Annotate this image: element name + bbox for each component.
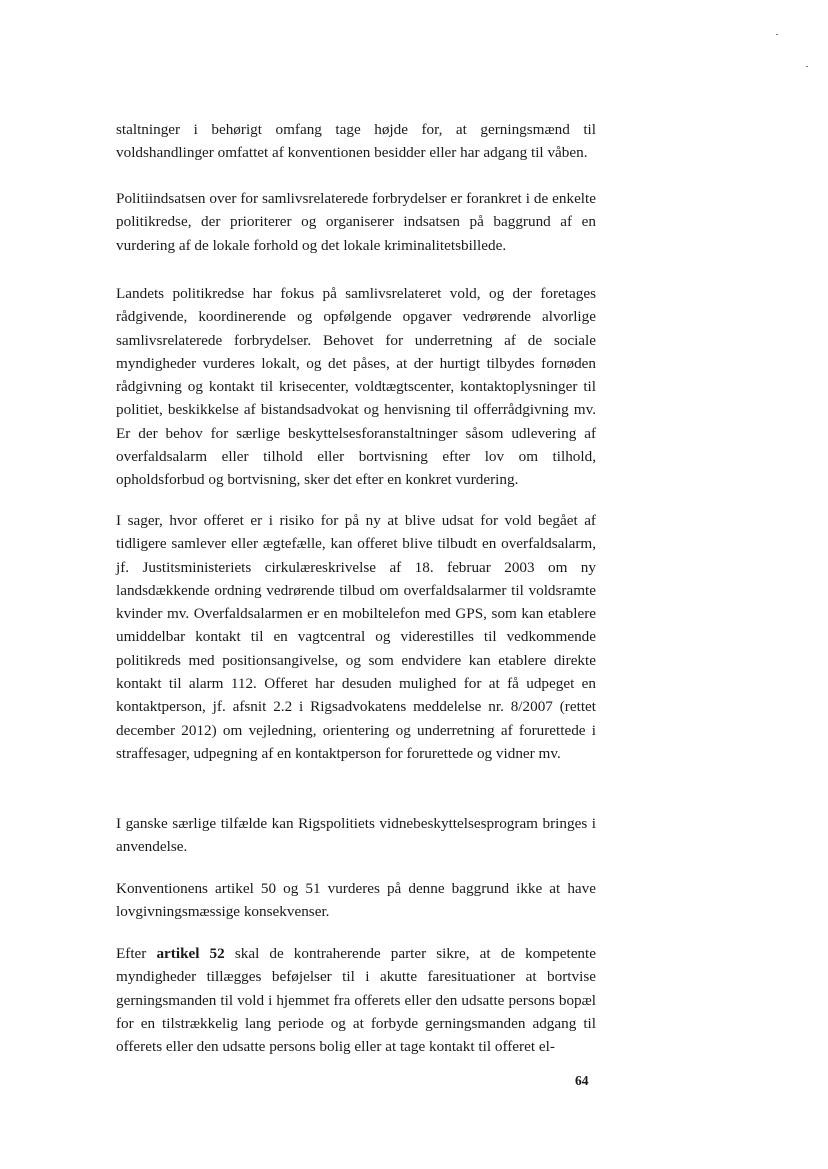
paragraph-7	[116, 942, 596, 1058]
paragraph-prefix: Efter	[116, 945, 157, 962]
paragraph-text: staltninger i behørigt omfang tage højde for, at gerningsmænd til voldshandlinger omfattet af konventionen besidder eller har adgang til våben.	[116, 121, 596, 162]
paragraph-1	[116, 118, 596, 165]
paragraph-2	[116, 187, 596, 257]
paragraph-3	[116, 282, 596, 492]
scan-speck	[776, 34, 778, 35]
paragraph-text: I sager, hvor offeret er i risiko for på ny at blive udsat for vold begået af tidligere samlever eller ægtefælle, kan offeret blive tilbudt en overfaldsalarm, jf. Justitsministeriets cirkulæreskrivelse af 18. februar 2003 om ny landsdækkende ordning vedrørende tilbud om overfaldsalarmer til voldsramte kvinder mv. Overfaldsalarmen er en mobiltelefon med GPS, som kan etablere umiddelbar kontakt til en vagtcentral og viderestilles til vedkommende politikreds med positionsangivelse, og som endvidere kan etablere direkte kontakt til alarm 112. Offeret har desuden mulighed for at få udpeget en kontaktperson, jf. afsnit 2.2 i Rigsadvokatens meddelelse nr. 8/2007 (rettet december 2012) om vejledning, orientering og underretning af forurettede i straffesager, udpegning af en kontaktperson for forurettede og vidner mv.	[116, 512, 596, 762]
paragraph-text: Konventionens artikel 50 og 51 vurderes på denne baggrund ikke at have lovgivningsmæssige konsekvenser.	[116, 880, 596, 921]
paragraph-text: Landets politikredse har fokus på samlivsrelateret vold, og der foretages rådgivende, koordinerende og opfølgende opgaver vedrørende alvorlige samlivsrelaterede forbrydelser. Behovet for underretning af de sociale myndigheder vurderes lokalt, og det påses, at der hurtigt tilbydes fornøden rådgivning og kontakt til krisecenter, voldtægtscenter, kontaktoplysninger til politiet, beskikkelse af bistandsadvokat og henvisning til offerrådgivning mv. Er der behov for særlige beskyttelsesforanstaltninger såsom udlevering af overfaldsalarm eller tilhold eller bortvisning efter lov om tilhold, opholdsforbud og bortvisning, sker det efter en konkret vurdering.	[116, 285, 596, 489]
paragraph-text: I ganske særlige tilfælde kan Rigspolitiets vidnebeskyttelsesprogram bringes i anvendelse.	[116, 815, 596, 856]
paragraph-text: Politiindsatsen over for samlivsrelaterede forbrydelser er forankret i de enkelte politikredse, der prioriterer og organiserer indsatsen på baggrund af en vurdering af de lokale forhold og det lokale kriminalitetsbillede.	[116, 190, 596, 254]
article-reference: artikel 52	[156, 945, 225, 962]
page-number: 64	[575, 1073, 589, 1088]
paragraph-5	[116, 812, 596, 859]
scan-speck	[806, 66, 808, 67]
paragraph-suffix: skal de kontraherende parter sikre, at de kompetente myndigheder tillægges beføjelser til i akutte faresituationer at bortvise gerningsmanden til vold i hjemmet fra offerets eller den udsatte persons bopæl for en tilstrækkelig lang periode og at forbyde gerningsmanden adgang til offerets eller den udsatte persons bolig eller at tage kontakt til offeret el-	[116, 945, 596, 1056]
paragraph-text	[116, 942, 596, 1058]
paragraph-6	[116, 877, 596, 924]
paragraph-4	[116, 509, 596, 765]
